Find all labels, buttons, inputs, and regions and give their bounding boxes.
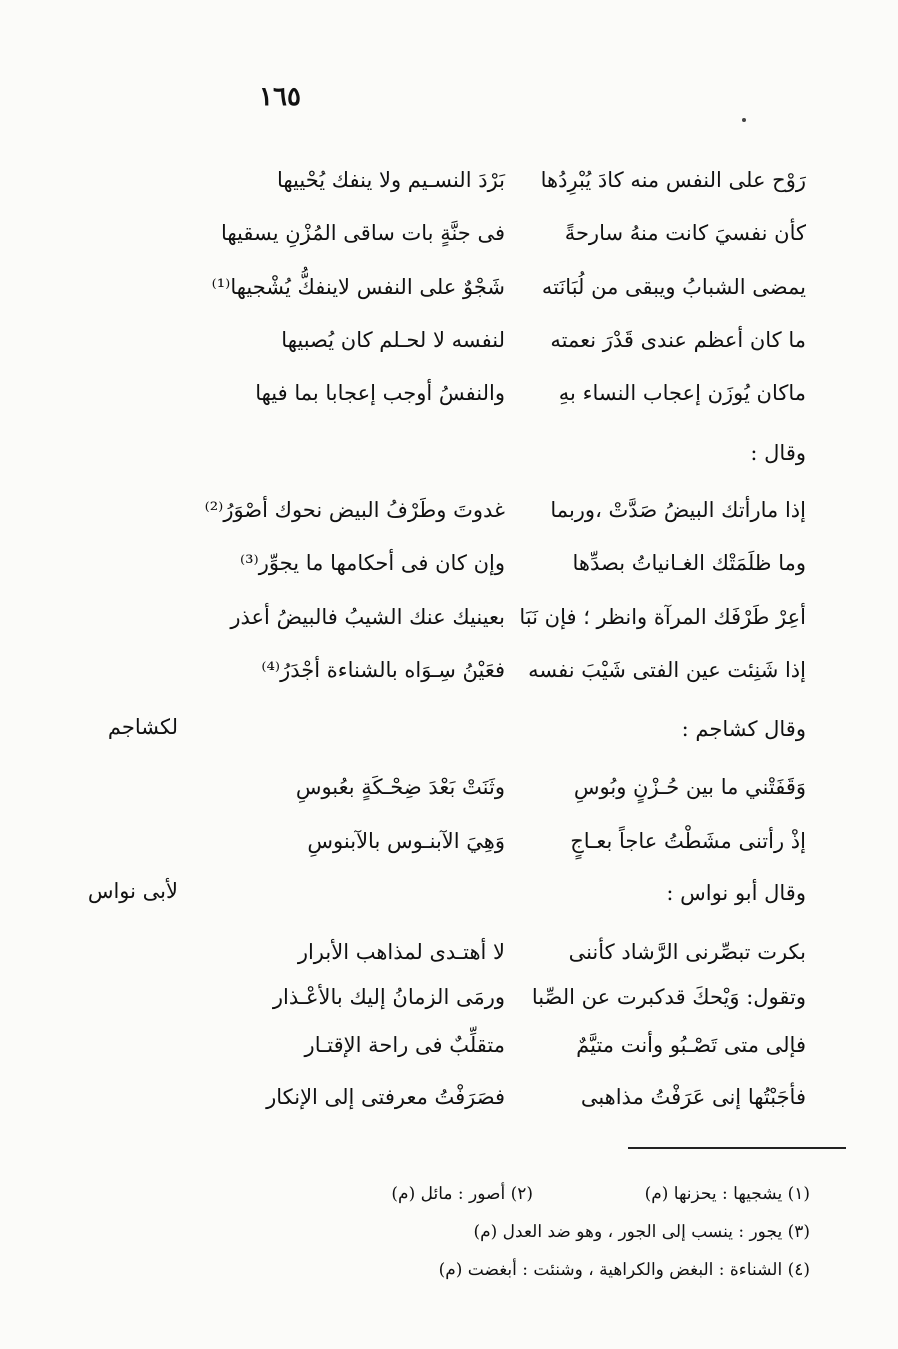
verse-3-first-hemistich: يمضى الشبابُ ويبقى من لُبَانَته	[541, 275, 806, 299]
verse-15-first-hemistich: فأجَبْتُها إنى عَرَفْتُ مذاهبى	[580, 1085, 806, 1109]
verse-2-first-hemistich: كأن نفسيَ كانت منهُ سارحةً	[564, 221, 806, 245]
verse-6-first-hemistich: إذا مارأتك البيضُ صَدَّتْ ،وربما	[550, 498, 806, 522]
verse-13-second-hemistich: ورمَى الزمانُ إليك بالأعْـذار	[272, 985, 505, 1009]
ink-speck	[742, 118, 746, 122]
footnote-separator	[628, 1147, 846, 1149]
verse-10-first-hemistich: وَقَفَتْني ما بين حُـزْنٍ وبُوسِ	[573, 775, 806, 799]
verse-8-first-hemistich: أعِرْ طَرْفَك المرآة وانظر ؛ فإن نَبَا	[519, 605, 806, 629]
verse-11-first-hemistich: إذْ رأتنى مشَطْتُ عاجاً بعـاجٍ	[570, 829, 806, 853]
verse-10-second-hemistich: وثَنَتْ بَعْدَ ضِحْـكَةٍ بعُبوسِ	[295, 775, 505, 799]
poem-intro: وقال كشاجم :	[681, 717, 806, 741]
margin-attribution: لأبى نواس	[87, 879, 178, 903]
verse-5-second-hemistich: والنفسُ أوجب إعجابا بما فيها	[255, 381, 505, 405]
footnote: (١) يشجيها : يحزنها (م)	[644, 1184, 810, 1204]
margin-attribution: لكشاجم	[107, 715, 178, 739]
verse-4-second-hemistich: لنفسه لا لحـلم كان يُصبيها	[281, 328, 505, 352]
verse-6-second-hemistich: غدوتَ وطَرْفُ البيض نحوك أصْوَرُ⁽²⁾	[204, 498, 505, 522]
verse-8-second-hemistich: بعينيك عنك الشيبُ فالبيضُ أعذر	[230, 605, 505, 629]
verse-2-second-hemistich: فى جنَّةٍ بات ساقى المُزْنِ يسقيها	[220, 221, 505, 245]
verse-1-first-hemistich: رَوْح على النفس منه كادَ يُبْرِدُها	[540, 168, 806, 192]
poem-intro: وقال أبو نواس :	[666, 881, 806, 905]
verse-14-second-hemistich: متقلِّبٌ فى راحة الإقتـار	[304, 1033, 505, 1057]
footnote: (٣) يجور : ينسب إلى الجور ، وهو ضد العدل (م)	[473, 1222, 810, 1242]
verse-15-second-hemistich: فصَرَفْتُ معرفتى إلى الإنكار	[266, 1085, 505, 1109]
verse-1-second-hemistich: بَرْدَ النسـيم ولا ينفك يُحْييها	[276, 168, 505, 192]
verse-12-second-hemistich: لا أهتـدى لمذاهب الأبرار	[297, 940, 505, 964]
footnote: (٢) أصور : مائل (م)	[391, 1184, 533, 1204]
verse-9-first-hemistich: إذا شَنِئت عين الفتى شَيْبَ نفسه	[528, 658, 806, 682]
verse-14-first-hemistich: فإلى متى تَصْـبُو وأنت متيَّمٌ	[576, 1033, 806, 1057]
verse-12-first-hemistich: بكرت تبصِّرنى الرَّشاد كأننى	[568, 940, 806, 964]
verse-4-first-hemistich: ما كان أعظم عندى قَدْرَ نعمته	[550, 328, 806, 352]
verse-3-second-hemistich: شَجْوٌ على النفس لاينفكُّ يُشْجيها⁽¹⁾	[211, 275, 505, 299]
footnote: (٤) الشناءة : البغض والكراهية ، وشنئت : أبغضت (م)	[438, 1260, 810, 1280]
verse-5-first-hemistich: ماكان يُوزَن إعجاب النساء بهِ	[558, 381, 806, 405]
verse-11-second-hemistich: وَهِيَ الآبنـوس بالآبنوسِ	[307, 829, 505, 853]
verse-9-second-hemistich: فعَيْنُ سِـوَاه بالشناءة أجْدَرُ⁽⁴⁾	[261, 658, 505, 682]
verse-13-first-hemistich: وتقول: وَيْحكَ قدكبرت عن الصِّبا	[531, 985, 806, 1009]
verse-7-second-hemistich: وإن كان فى أحكامها ما يجوِّر⁽³⁾	[239, 551, 505, 575]
poem-intro: وقال :	[750, 441, 806, 465]
page-number: ١٦٥	[259, 82, 301, 112]
verse-7-first-hemistich: وما ظلَمَتْك الغـانياتُ بصدِّها	[572, 551, 806, 575]
